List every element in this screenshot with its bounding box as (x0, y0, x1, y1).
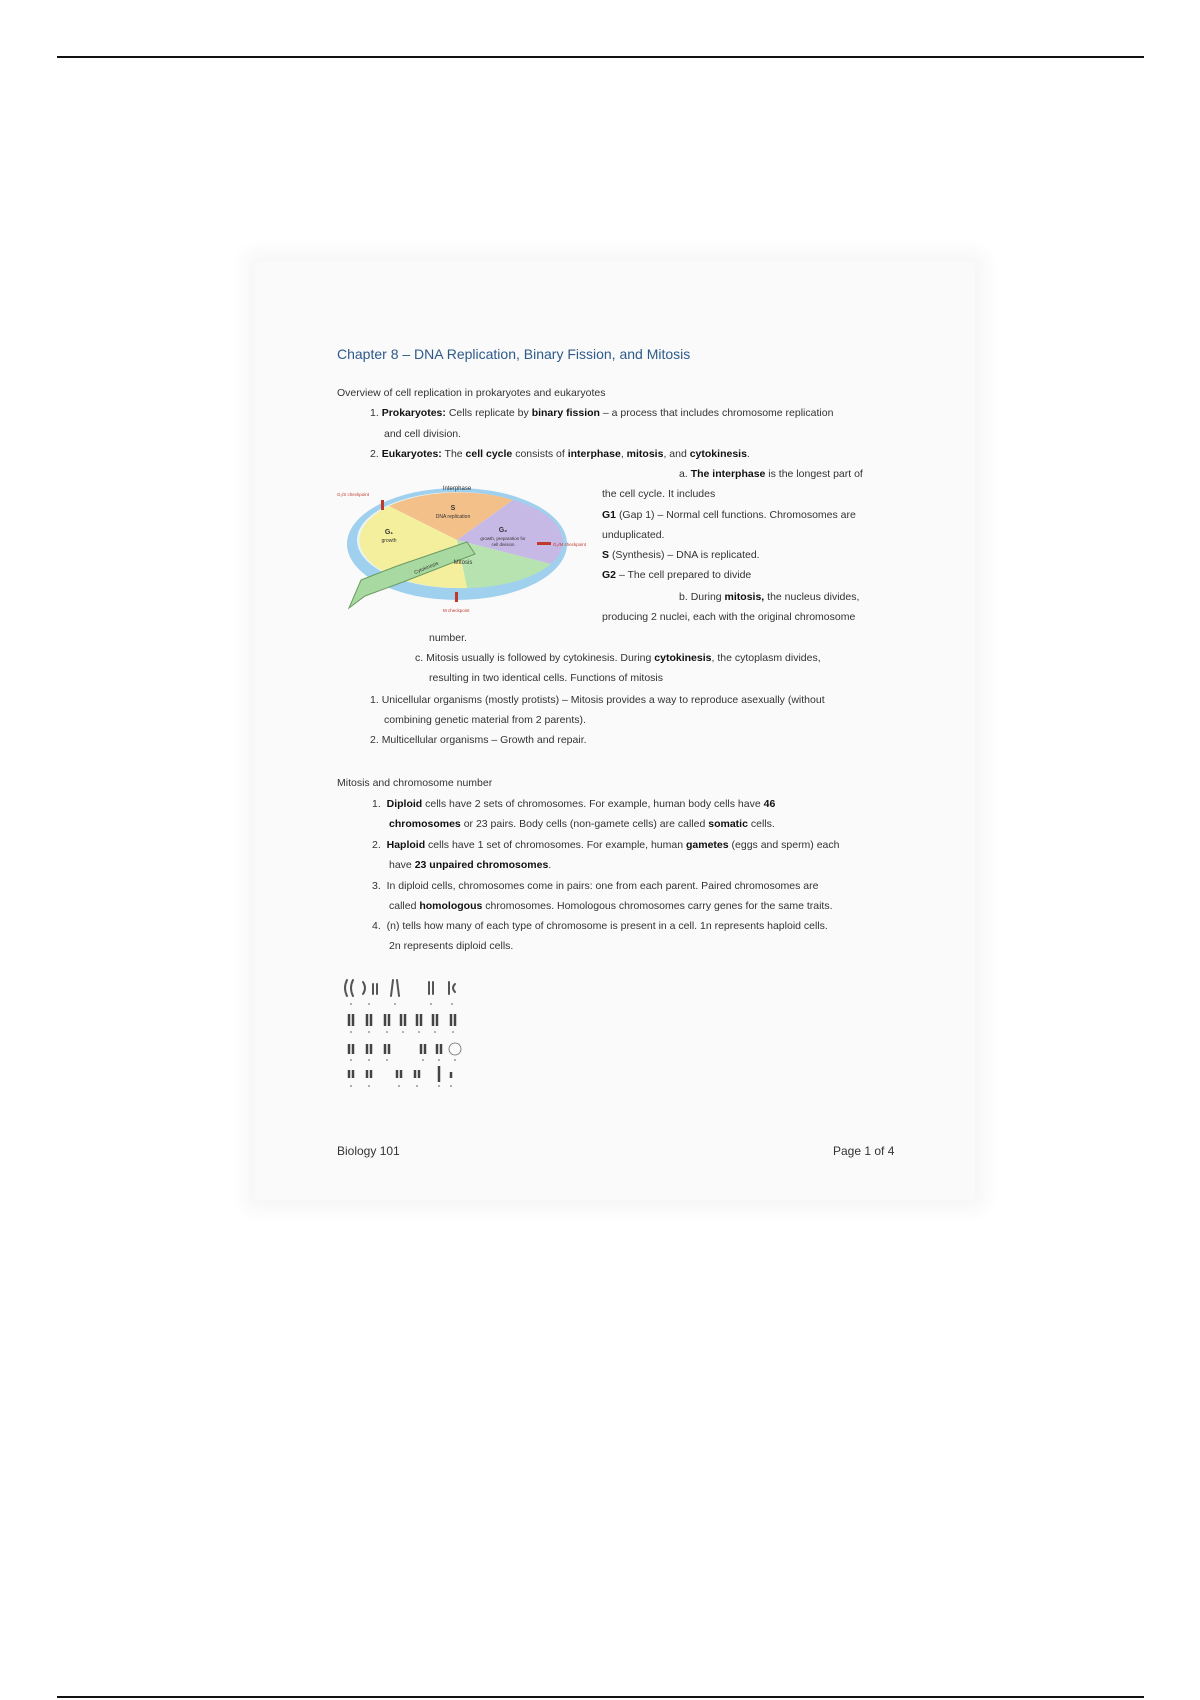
g2-sub-label: growth, preparation for (480, 536, 526, 541)
mitosis-label: Mitosis (453, 560, 473, 566)
sub-item-b-cont: producing 2 nuclei, each with the original chromosome (602, 611, 856, 623)
list-item-cont: have 23 unpaired chromosomes. (389, 859, 552, 871)
list-item-cont: combining genetic material from 2 parents). (384, 714, 586, 726)
g2-label: G₂ (498, 527, 508, 534)
g1-label: G₁ (384, 529, 394, 536)
g1-line-cont: unduplicated. (602, 529, 665, 541)
list-item: 1. Unicellular organisms (mostly protists) – Mitosis provides a way to reproduce asexually (without (370, 694, 825, 706)
page-title: Chapter 8 – DNA Replication, Binary Fission, and Mitosis (337, 346, 691, 362)
list-item-cont: called homologous chromosomes. Homologous chromosomes carry genes for the same traits. (389, 900, 833, 912)
g1-line: G1 (Gap 1) – Normal cell functions. Chromosomes are (602, 509, 856, 521)
m-checkpoint-label: M checkpoint (443, 608, 470, 613)
sub-item-c-cont: resulting in two identical cells. Functions of mitosis (429, 672, 664, 684)
list-item: 1. Prokaryotes: Cells replicate by binary fission – a process that includes chromosome replication (370, 407, 834, 419)
sub-item-c: c. Mitosis usually is followed by cytokinesis. During cytokinesis, the cytoplasm divides, (415, 652, 821, 664)
list-item-cont: and cell division. (384, 428, 462, 440)
sub-item-b-cont2: number. (429, 632, 467, 644)
list-item: 1. Diploid cells have 2 sets of chromosomes. For example, human body cells have 46 (372, 798, 776, 810)
s-label: S (450, 505, 456, 512)
list-item-cont: 2n represents diploid cells. (389, 940, 514, 952)
m-checkpoint-marker (455, 592, 458, 602)
list-item: 2. Haploid cells have 1 set of chromosomes. For example, human gametes (eggs and sperm) each (372, 839, 840, 851)
list-item: 4. (n) tells how many of each type of chromosome is present in a cell. 1n represents haploid cells. (372, 920, 828, 932)
s-sub-label: DNA replication (435, 514, 471, 520)
footer-page-number: Page 1 of 4 (833, 1144, 895, 1158)
sub-item-a-cont: the cell cycle. It includes (602, 488, 716, 500)
list-item-cont: chromosomes or 23 pairs. Body cells (non-gamete cells) are called somatic cells. (389, 818, 775, 830)
g2-checkpoint-label: G₂/M checkpoint (553, 542, 587, 547)
document-page (255, 262, 975, 1200)
interphase-label: Interphase (442, 486, 472, 492)
g2-line: G2 – The cell prepared to divide (602, 569, 752, 581)
list-item: 3. In diploid cells, chromosomes come in pairs: one from each parent. Paired chromosomes are (372, 880, 819, 892)
cell-cycle-diagram (337, 480, 587, 628)
list-item: 2. Multicellular organisms – Growth and repair. (370, 734, 587, 746)
s-line: S (Synthesis) – DNA is replicated. (602, 549, 760, 561)
section-heading-mitosis: Mitosis and chromosome number (337, 777, 493, 789)
list-item: 2. Eukaryotes: The cell cycle consists of interphase, mitosis, and cytokinesis. (370, 448, 750, 460)
cytokinesis-label: Cytokinesis (413, 560, 440, 576)
g2-checkpoint-marker (537, 542, 551, 545)
footer-course: Biology 101 (337, 1144, 400, 1158)
top-rule (57, 56, 1144, 58)
karyotype-image (341, 974, 467, 1094)
sub-item-a: a. The interphase is the longest part of (679, 468, 863, 480)
g1-checkpoint-marker (381, 500, 384, 510)
g2-sub-label-2: cell division (491, 542, 515, 547)
bottom-rule (57, 1696, 1144, 1698)
g1-checkpoint-label: G₁/S checkpoint (337, 492, 370, 497)
g1-sub-label: growth (381, 538, 397, 544)
sub-item-b: b. During mitosis, the nucleus divides, (679, 591, 860, 603)
section-heading-overview: Overview of cell replication in prokaryotes and eukaryotes (337, 387, 606, 399)
